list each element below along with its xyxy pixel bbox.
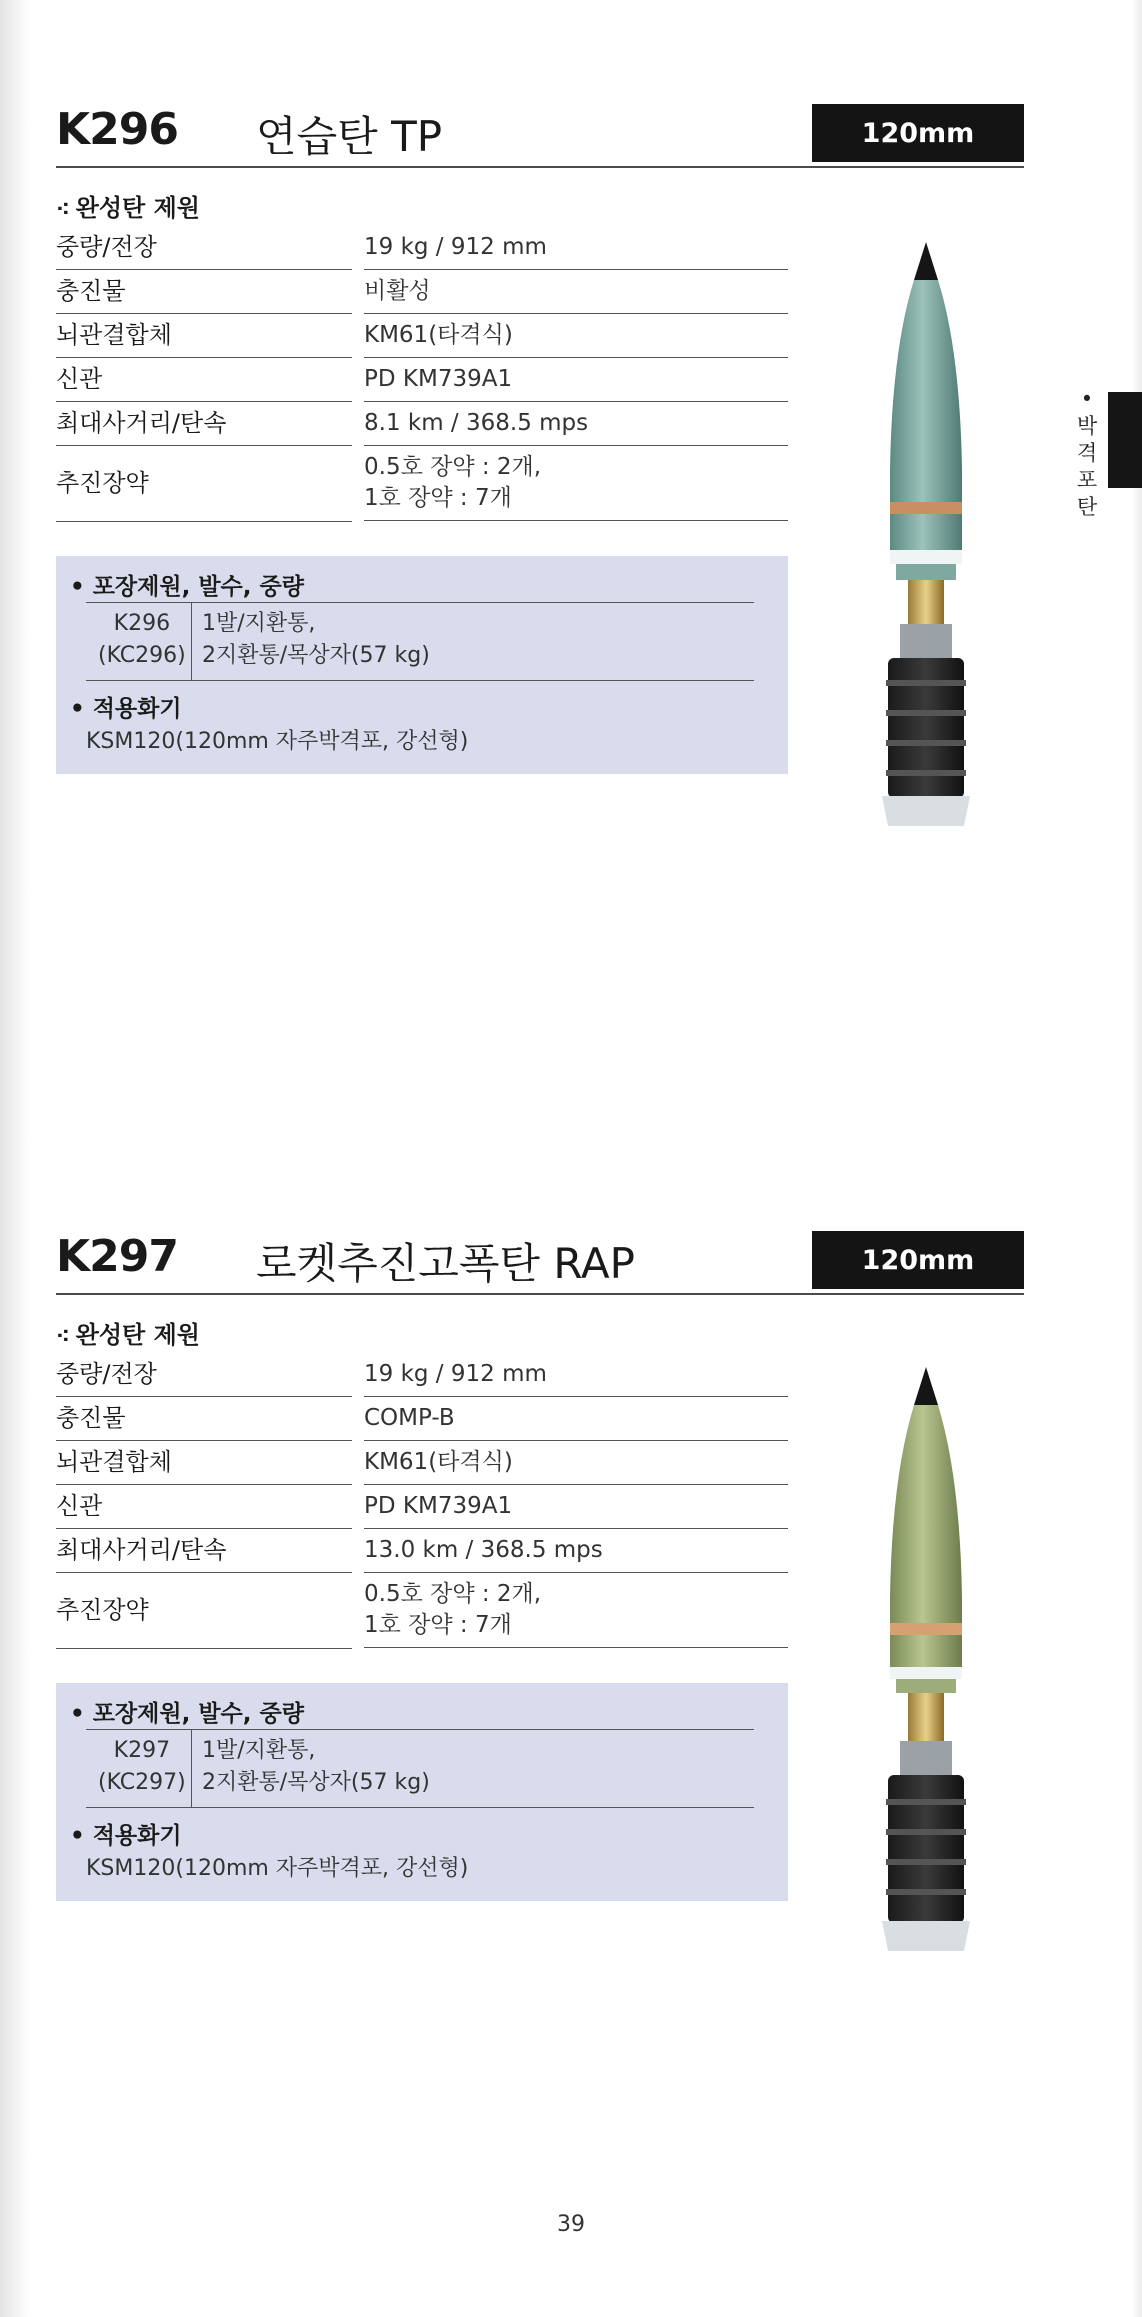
product-code: K296: [56, 104, 178, 155]
fuze-tip-icon: [914, 1367, 938, 1405]
spec-label: 중량/전장: [56, 1353, 352, 1397]
packaging-model: [98, 1735, 186, 1799]
packaging-title: • 포장제원, 발수, 중량: [70, 1701, 304, 1727]
rotating-band: [890, 502, 962, 514]
spec-row: [56, 314, 786, 358]
product-section-k297: [56, 1227, 1056, 2007]
product-header: [56, 1227, 1024, 1295]
fin-blade: [882, 1921, 970, 1951]
spec-value: 13.0 km / 368.5 mps: [364, 1529, 788, 1573]
spec-row: [56, 358, 786, 402]
spec-value-line: 0.5호 장약 : 2개,: [364, 1581, 542, 1607]
spec-row: [56, 270, 786, 314]
product-header: [56, 100, 1024, 168]
spec-row: [56, 1441, 786, 1485]
spec-label: 추진장약: [56, 446, 352, 522]
spec-label: 중량/전장: [56, 226, 352, 270]
spec-label: 뇌관결합체: [56, 1441, 352, 1485]
packaging-description: [202, 1735, 430, 1799]
divider: [86, 1807, 754, 1808]
spec-label: 최대사거리/탄속: [56, 402, 352, 446]
applicable-title-text: 적용화기: [92, 1823, 182, 1849]
packaging-model-line: (KC296): [98, 643, 186, 668]
divider: [86, 1729, 754, 1730]
packaging-title-text: 포장제원, 발수, 중량: [92, 574, 304, 600]
applicable-value: KSM120(120mm 자주박격포, 강선형): [86, 1856, 469, 1881]
mortar-shell-image: [856, 1367, 996, 1967]
page-edge-shadow: [1132, 0, 1142, 2317]
spec-label: 뇌관결합체: [56, 314, 352, 358]
spec-value: 19 kg / 912 mm: [364, 226, 788, 270]
spec-value-line: 1호 장약 : 7개: [364, 1612, 512, 1638]
packaging-description: [202, 608, 430, 672]
page-number: 39: [557, 2212, 585, 2237]
side-tab-marker: [1108, 392, 1142, 488]
mortar-shell-image: [856, 240, 996, 840]
divider: [191, 1729, 192, 1807]
product-title: 로켓추진고폭탄 RAP: [256, 1239, 635, 1288]
side-tab-label: [1072, 386, 1102, 521]
obturator-ring: [890, 550, 962, 564]
spec-value: 8.1 km / 368.5 mps: [364, 402, 788, 446]
spec-label: 최대사거리/탄속: [56, 1529, 352, 1573]
spec-label: 충진물: [56, 1397, 352, 1441]
divider: [86, 602, 754, 603]
fin-blade: [882, 796, 970, 826]
spec-label: 신관: [56, 358, 352, 402]
packaging-desc-line: 1발/지환통,: [202, 1738, 316, 1763]
spec-row: [56, 226, 786, 270]
spec-label: 충진물: [56, 270, 352, 314]
applicable-title: • 적용화기: [70, 1823, 182, 1849]
side-tab-text: 박격포탄: [1076, 414, 1098, 519]
product-section-k296: [56, 100, 1056, 880]
spec-value: 19 kg / 912 mm: [364, 1353, 788, 1397]
packaging-box: [56, 1683, 788, 1901]
applicable-title-text: 적용화기: [92, 696, 182, 722]
spec-label: 추진장약: [56, 1573, 352, 1649]
spec-value: COMP-B: [364, 1397, 788, 1441]
spec-row: [56, 1573, 786, 1649]
side-tab-bullet: •: [1080, 387, 1094, 411]
fin-assembly: [888, 1775, 964, 1923]
spec-label: 신관: [56, 1485, 352, 1529]
spec-row: [56, 402, 786, 446]
packaging-model-line: K297: [113, 1738, 171, 1763]
spec-row: [56, 446, 786, 522]
obturator-ring: [890, 1667, 962, 1679]
divider: [191, 602, 192, 680]
product-title: 연습탄 TP: [256, 112, 443, 161]
product-code: K297: [56, 1231, 178, 1282]
book-spine-shadow: [0, 0, 30, 2317]
spec-value-line: 1호 장약 : 7개: [364, 485, 512, 511]
bullet-dots-icon: ⁖: [56, 197, 70, 221]
primer-assembly: [908, 580, 944, 624]
spec-value: [364, 446, 788, 521]
fuze-tip-icon: [914, 242, 938, 280]
packaging-box: [56, 556, 788, 774]
packaging-desc-line: 2지환통/목상자(57 kg): [202, 643, 430, 668]
spec-title-text: 완성탄 제원: [75, 1321, 200, 1349]
spec-value: PD KM739A1: [364, 1485, 788, 1529]
spec-value: 비활성: [364, 270, 788, 314]
spec-row: [56, 1397, 786, 1441]
spec-value: [364, 1573, 788, 1648]
applicable-value: KSM120(120mm 자주박격포, 강선형): [86, 729, 469, 754]
spec-value: KM61(타격식): [364, 1441, 788, 1485]
spec-row: [56, 1353, 786, 1397]
bullet-dots-icon: ⁖: [56, 1324, 70, 1348]
caliber-badge: 120mm: [812, 1231, 1024, 1289]
spec-row: [56, 1529, 786, 1573]
rotating-band: [890, 1623, 962, 1635]
spec-value: PD KM739A1: [364, 358, 788, 402]
spec-title-text: 완성탄 제원: [75, 194, 200, 222]
spec-value-line: 0.5호 장약 : 2개,: [364, 454, 542, 480]
fin-assembly: [888, 658, 964, 798]
packaging-title-text: 포장제원, 발수, 중량: [92, 1701, 304, 1727]
spec-value: KM61(타격식): [364, 314, 788, 358]
packaging-model: [98, 608, 186, 672]
caliber-badge: 120mm: [812, 104, 1024, 162]
packaging-desc-line: 2지환통/목상자(57 kg): [202, 1770, 430, 1795]
packaging-desc-line: 1발/지환통,: [202, 611, 316, 636]
spec-row: [56, 1485, 786, 1529]
divider: [86, 680, 754, 681]
primer-assembly: [908, 1693, 944, 1741]
spec-section-title: [56, 188, 200, 223]
packaging-model-line: (KC297): [98, 1770, 186, 1795]
packaging-title: • 포장제원, 발수, 중량: [70, 574, 304, 600]
packaging-model-line: K296: [113, 611, 171, 636]
spec-section-title: [56, 1315, 200, 1350]
applicable-title: • 적용화기: [70, 696, 182, 722]
